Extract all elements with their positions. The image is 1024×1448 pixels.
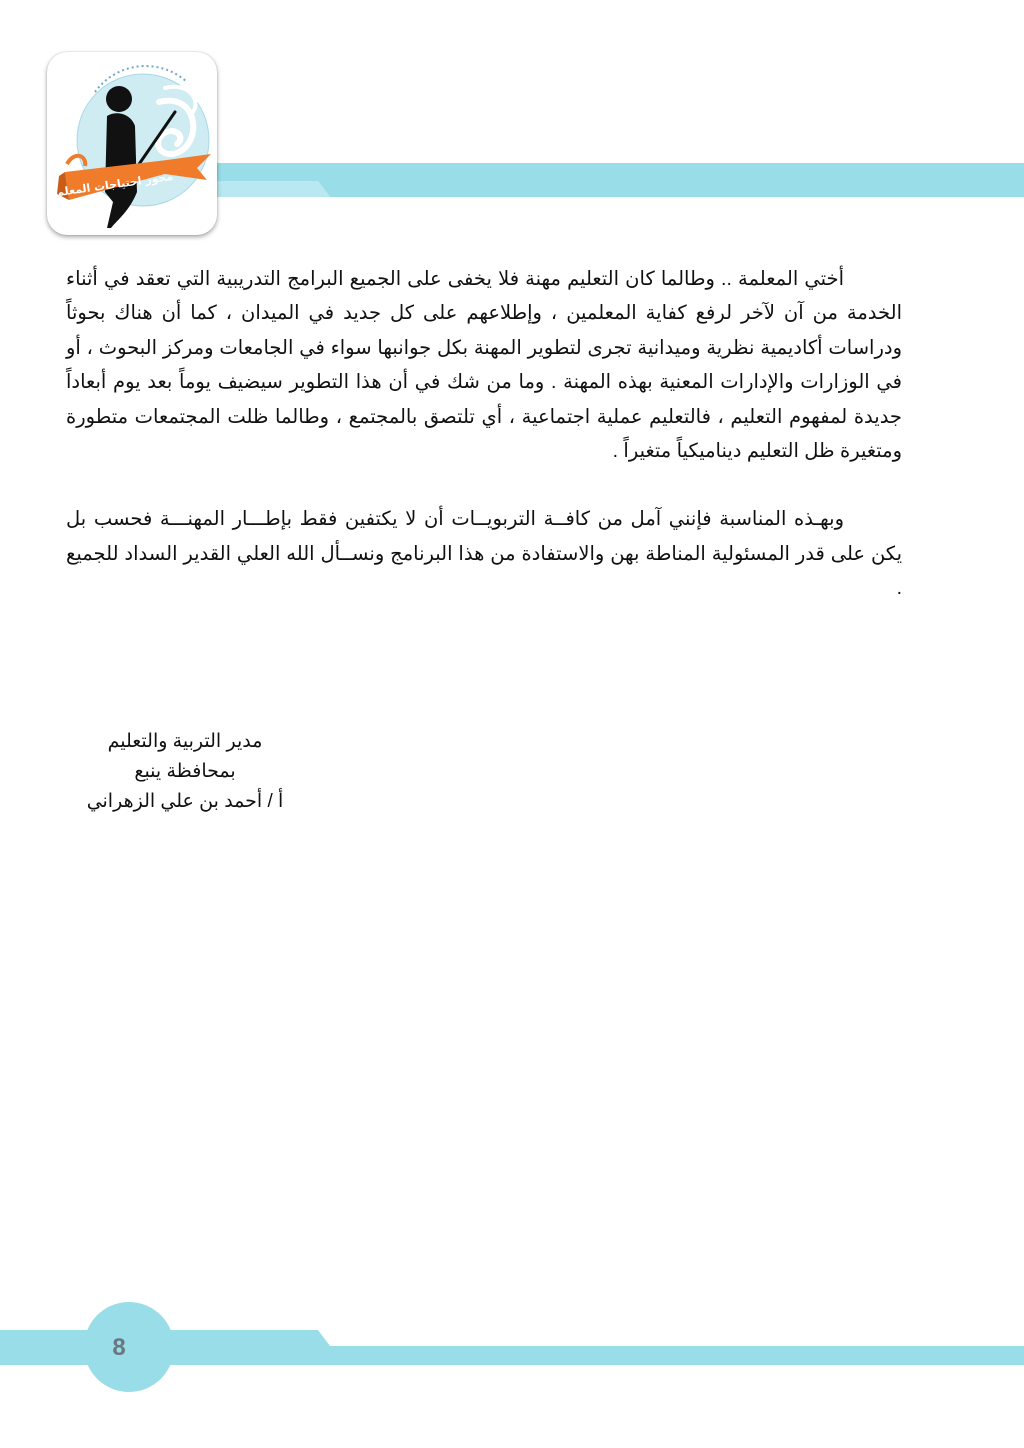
signature-title: مدير التربية والتعليم	[107, 731, 263, 752]
page-number: 8	[112, 1334, 126, 1361]
signature-region: بمحافظة ينبع	[134, 761, 236, 782]
header-band-lower-strip	[215, 181, 330, 197]
logo-emblem	[47, 52, 217, 235]
header-band-shape	[215, 163, 1024, 197]
paragraph-2: وبهـذه المناسبة فإنني آمل من كافــة التربويــات أن لا يكتفين فقط بإطـــار المهنـــة فحسب بل يكن على قدر المسئولية المناطة بهن والاستفادة من هذا البرنامج ونســأل الله العلي القدير السداد للجميع .	[66, 508, 902, 600]
signature-block	[60, 727, 310, 817]
signature-name: أ / أحمد بن علي الزهراني	[86, 791, 284, 812]
paragraph-1: أختي المعلمة .. وطالما كان التعليم مهنة فلا يخفى على الجميع البرامج التدريبية التي تعقد في أثناء الخدمة من آن لآخر لرفع كفاية المعلمين ، وإطلاعهم على كل جديد في الميدان ، كما أن هناك بحوثاً ودراسات أكاديمية نظرية وميدانية تجرى لتطوير المهنة بكل جوانبها سواء في الجامعات ومركز البحوث ، أو في الوزارات والإدارات المعنية بهذه المهنة . وما من شك في أن هذا التطوير سيضيف يوماً بعد يوم أبعاداً جديدة لمفهوم التعليم ، فالتعليم عملية اجتماعية ، أي تلتصق بالمجتمع ، وطالما ظلت المجتمعات متطورة ومتغيرة ظل التعليم ديناميكياً متغيراً .	[66, 268, 902, 463]
logo-caption: محور احتياجات المعلم	[55, 169, 174, 200]
logo	[47, 52, 217, 235]
letter-body	[66, 262, 902, 606]
